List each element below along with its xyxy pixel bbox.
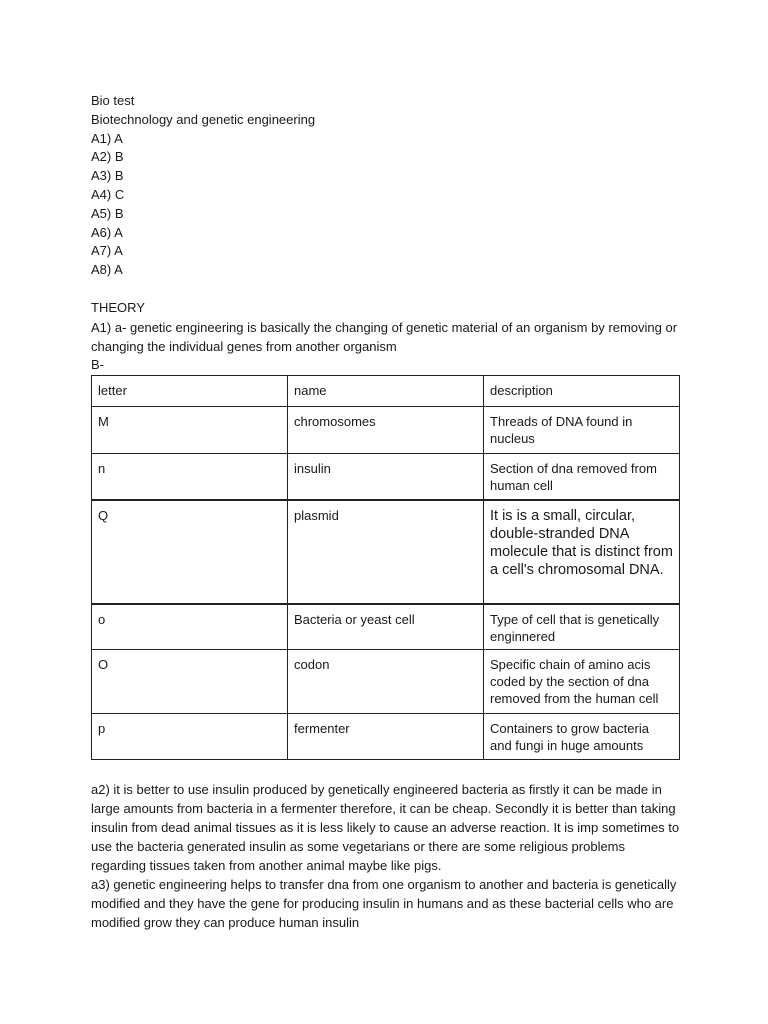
answer-a3: a3) genetic engineering helps to transfer dna from one organism to another and bacteria is genetically modified and they have the gene for producing insulin in humans and as these bacterial cells who are modified grow they can produce human insulin [91, 877, 677, 931]
table-row [92, 604, 680, 650]
table-cell: plasmid [288, 500, 484, 604]
doc-title: Bio test [91, 93, 135, 108]
answer-item: A6) A [91, 224, 123, 240]
table-row [92, 407, 680, 454]
table-row [92, 714, 680, 760]
table-cell: O [92, 650, 288, 714]
table-cell: codon [288, 650, 484, 714]
table-row [92, 650, 680, 714]
table-cell: o [92, 604, 288, 650]
answer-a2: a2) it is better to use insulin produced by genetically engineered bacteria as firstly it can be made in large amounts from bacteria in a fermenter therefore, it can be cheap. Secondly it is better than taking insulin from dead animal tissues as it is less likely to cause an adverse reaction. It is imp sometimes to use the bacteria generated insulin as some vegetarians or there are some religious problems regarding tissues taken from another animal maybe like pigs. [91, 782, 680, 874]
table-cell: n [92, 454, 288, 500]
answer-item: A8) A [91, 262, 123, 278]
table-header-cell: letter [92, 376, 288, 407]
table-row [92, 500, 680, 604]
answer-item: A4) C [91, 186, 125, 202]
table-cell: M [92, 407, 288, 454]
table-cell: Type of cell that is genetically enginnered [484, 604, 680, 650]
spacer [91, 280, 681, 299]
answer-item: A1) A [91, 130, 123, 146]
table-header-cell: name [288, 376, 484, 407]
answer-item: A3) B [91, 168, 124, 184]
table-header-row [92, 376, 680, 407]
table-cell: p [92, 714, 288, 760]
answer-list [91, 130, 681, 280]
table-cell: Threads of DNA found in nucleus [484, 407, 680, 454]
table-header-cell: description [484, 376, 680, 407]
answer-item: A7) A [91, 243, 123, 259]
table-cell: insulin [288, 454, 484, 500]
theory-heading: THEORY [91, 299, 145, 315]
table-row [92, 454, 680, 500]
table-cell: Section of dna removed from human cell [484, 454, 680, 500]
table-cell: Specific chain of amino acis coded by the section of dna removed from the human cell [484, 650, 680, 714]
answer-item: A2) B [91, 149, 124, 165]
table-cell: Q [92, 500, 288, 604]
table-cell: Bacteria or yeast cell [288, 604, 484, 650]
doc-subtitle: Biotechnology and genetic engineering [91, 111, 316, 127]
theory-b-label: B- [91, 356, 104, 372]
table-cell: chromosomes [288, 407, 484, 454]
table-cell: It is is a small, circular, double-stranded DNA molecule that is distinct from a cell's chromosomal DNA. [484, 500, 680, 604]
table-cell: fermenter [288, 714, 484, 760]
theory-a1a: A1) a- genetic engineering is basically the changing of genetic material of an organism by removing or changing the individual genes from another organism [91, 319, 678, 354]
answer-item: A5) B [91, 205, 124, 221]
table-cell: Containers to grow bacteria and fungi in huge amounts [484, 714, 680, 760]
genetic-table [91, 375, 680, 760]
document-page [91, 92, 681, 932]
